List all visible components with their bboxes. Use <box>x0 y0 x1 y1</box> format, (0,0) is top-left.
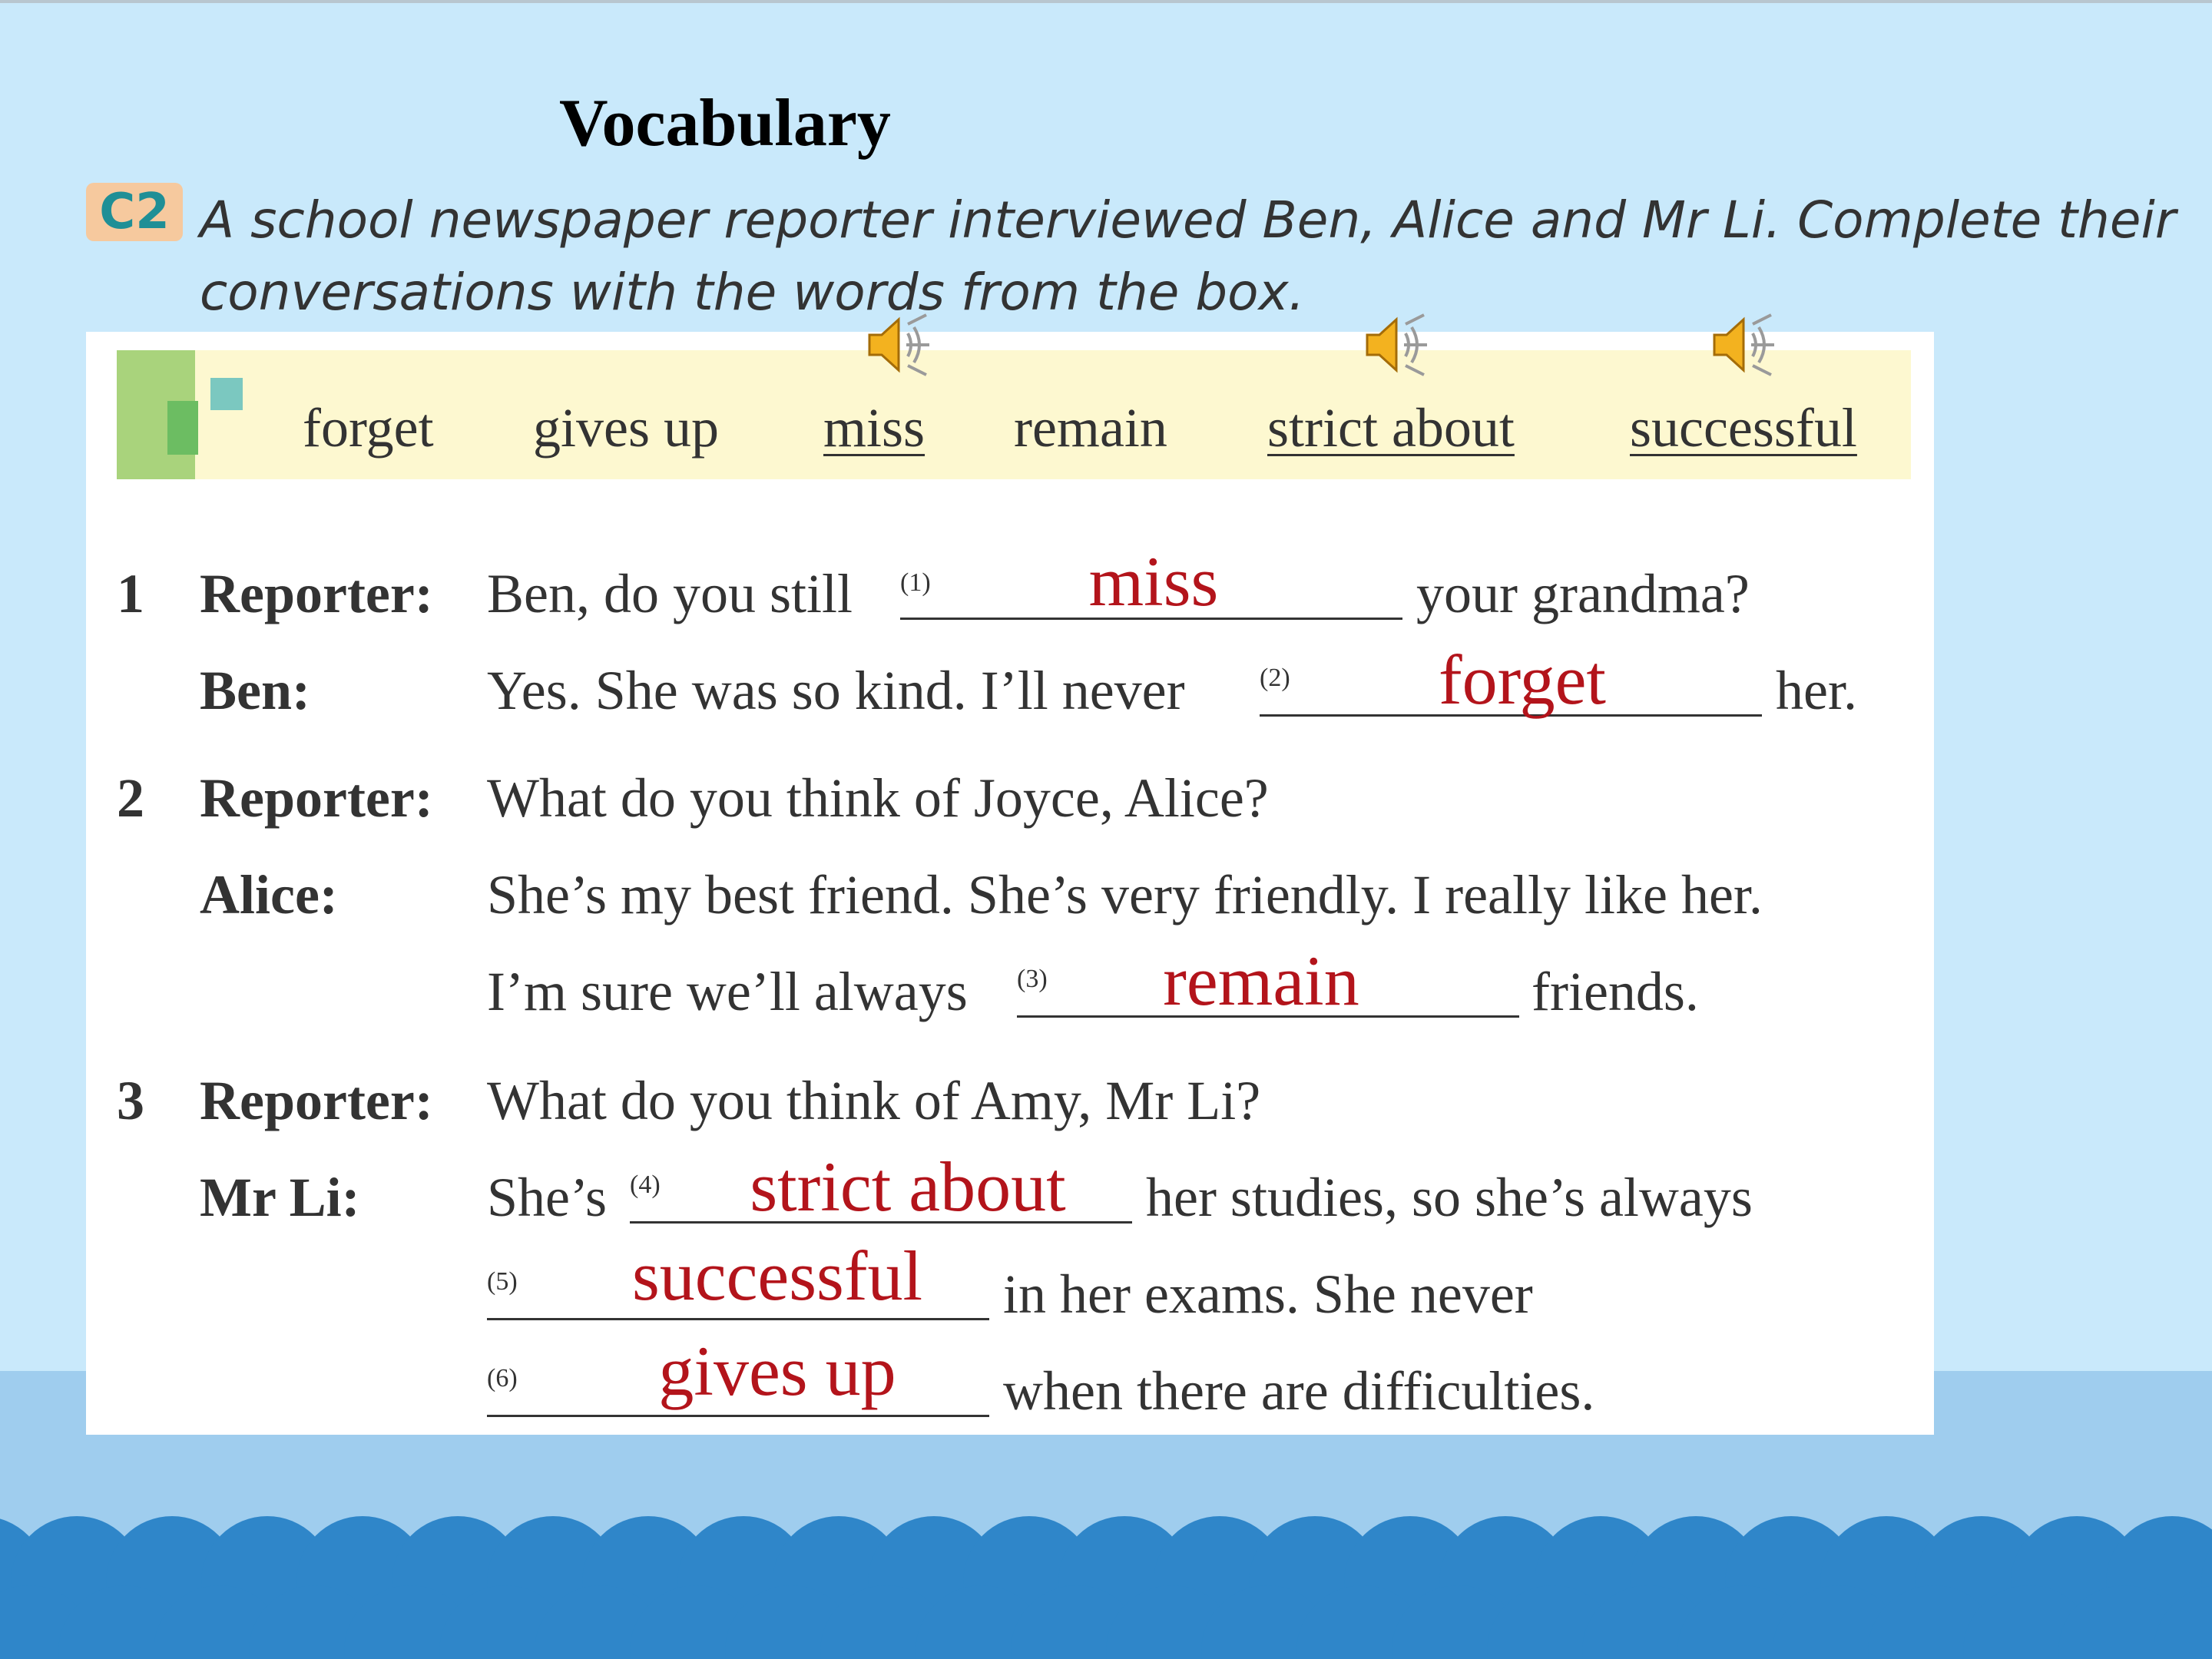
green-squares-decoration <box>117 350 247 479</box>
item-number: 2 <box>117 767 144 829</box>
exercise-card <box>86 332 1934 1435</box>
speaker-icon[interactable] <box>1361 310 1430 379</box>
speaker-label: Reporter: <box>200 767 433 829</box>
dialogue-text: What do you think of Amy, Mr Li? <box>487 1070 1261 1131</box>
page-title: Vocabulary <box>559 86 891 161</box>
word-option: remain <box>1014 397 1167 459</box>
dialogue-text: when there are difficulties. <box>1003 1360 1595 1422</box>
speaker-icon[interactable] <box>863 310 932 379</box>
answer-blank[interactable] <box>487 1318 989 1320</box>
word-option[interactable]: strict about <box>1267 397 1515 459</box>
blank-number: (2) <box>1260 664 1290 692</box>
dialogue-text: friends. <box>1532 961 1699 1022</box>
item-number: 1 <box>117 563 144 624</box>
dialogue-text: I’m sure we’ll always <box>487 961 968 1022</box>
answer-text: strict about <box>750 1147 1066 1226</box>
speaker-label: Alice: <box>200 864 338 926</box>
speaker-label: Reporter: <box>200 563 433 624</box>
wave-decoration <box>0 1498 2212 1659</box>
instruction-line: A school newspaper reporter interviewed Ben, Alice and Mr Li. Complete their <box>200 190 2176 250</box>
word-option[interactable]: successful <box>1630 397 1857 459</box>
dialogue-text: Yes. She was so kind. I’ll never <box>487 660 1185 721</box>
blank-number: (6) <box>487 1364 518 1392</box>
dialogue-text: her. <box>1776 660 1857 721</box>
dialogue-text: your grandma? <box>1416 563 1750 624</box>
exercise-badge: C2 <box>86 183 183 241</box>
dialogue-text: Ben, do you still <box>487 563 853 624</box>
speaker-icon[interactable] <box>1708 310 1777 379</box>
top-border <box>0 0 2212 3</box>
exercise-instruction <box>200 184 2176 329</box>
blank-number: (1) <box>900 568 931 597</box>
speaker-label: Reporter: <box>200 1070 433 1131</box>
instruction-line: conversations with the words from the box. <box>200 263 1305 322</box>
dialogue-text: What do you think of Joyce, Alice? <box>487 767 1269 829</box>
dialogue-text: She’s my best friend. She’s very friendly. I really like her. <box>487 864 1763 926</box>
blank-number: (5) <box>487 1267 518 1296</box>
answer-text: remain <box>1163 942 1359 1020</box>
word-option: forget <box>303 397 434 459</box>
answer-blank[interactable] <box>487 1415 989 1417</box>
answer-text: miss <box>1088 542 1219 621</box>
dialogue-text: She’s <box>487 1167 608 1228</box>
blank-number: (3) <box>1017 965 1048 993</box>
answer-text: successful <box>631 1237 923 1315</box>
speaker-label: Ben: <box>200 660 310 721</box>
word-option: gives up <box>533 397 719 459</box>
item-number: 3 <box>117 1070 144 1131</box>
answer-text: forget <box>1438 641 1606 719</box>
answer-text: gives up <box>658 1332 896 1410</box>
dialogue-text: her studies, so she’s always <box>1146 1167 1753 1228</box>
word-box <box>117 350 1911 479</box>
blank-number: (4) <box>630 1171 661 1199</box>
speaker-label: Mr Li: <box>200 1167 360 1228</box>
dialogue-text: in her exams. She never <box>1003 1263 1533 1325</box>
word-option[interactable]: miss <box>823 397 926 459</box>
